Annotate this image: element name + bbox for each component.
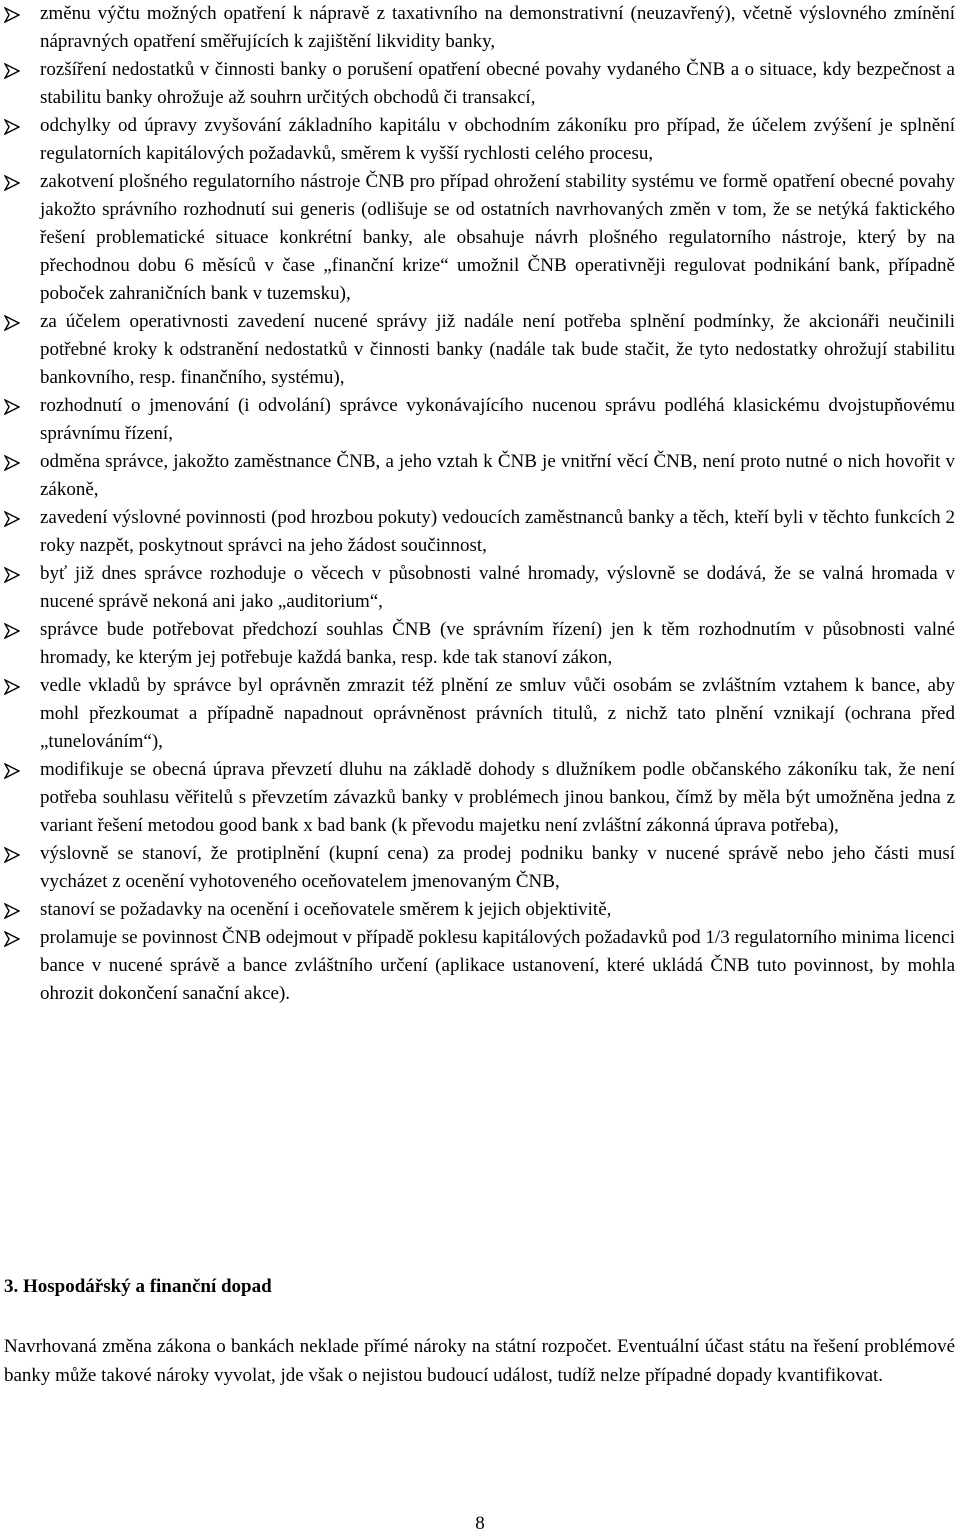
arrowhead-bullet-icon xyxy=(4,763,20,779)
list-item xyxy=(0,672,955,756)
bullet-text: odměna správce, jakožto zaměstnance ČNB, a jeho vztah k ČNB je vnitřní věcí ČNB, není proto nutné o nich hovořit v zákoně, xyxy=(40,451,955,500)
arrowhead-bullet-icon xyxy=(4,315,20,331)
arrowhead-bullet-icon xyxy=(4,847,20,863)
list-item xyxy=(0,112,955,168)
arrowhead-bullet-icon xyxy=(4,931,20,947)
arrowhead-bullet-icon xyxy=(4,511,20,527)
bullet-text: odchylky od úpravy zvyšování základního kapitálu v obchodním zákoníku pro případ, že účelem zvýšení je splnění regulatorních kapitálových požadavků, směrem k vyšší rychlosti celého procesu, xyxy=(40,115,955,164)
bullet-text: výslovně se stanoví, že protiplnění (kupní cena) za prodej podniku banky v nucené správě nebo jeho části musí vycházet z ocenění vyhotoveného oceňovatelem jmenovaným ČNB, xyxy=(40,843,955,892)
arrowhead-bullet-icon xyxy=(4,903,20,919)
bullet-text: rozhodnutí o jmenování (i odvolání) správce vykonávajícího nucenou správu podléhá klasickému dvojstupňovému správnímu řízení, xyxy=(40,395,955,444)
list-item xyxy=(0,448,955,504)
bullet-text: prolamuje se povinnost ČNB odejmout v případě poklesu kapitálových požadavků pod 1/3 regulatorního minima licenci bance v nucené správě a bance zvláštního určení (aplikace ustanovení, které ukládá ČNB tuto povinnost, by mohla ohrozit dokončení sanační akce). xyxy=(40,927,955,1004)
bullet-text: rozšíření nedostatků v činnosti banky o porušení opatření obecné povahy vydaného ČNB a o situace, kdy bezpečnost a stabilitu banky ohrožuje až souhrn určitých obchodů či transakcí, xyxy=(40,59,955,108)
list-item xyxy=(0,756,955,840)
bullet-text: modifikuje se obecná úprava převzetí dluhu na základě dohody s dlužníkem podle občanského zákoníku tak, že není potřeba souhlasu věřitelů s převzetím závazků banky v problémech jinou bankou, čímž by měla být umožněna jedna z variant řešení metodou good bank x bad bank (k převodu majetku není zvláštní zákonná úprava potřeba), xyxy=(40,759,955,836)
bullet-text: za účelem operativnosti zavedení nucené správy již nadále není potřeba splnění podmínky, že akcionáři neučinili potřebné kroky k odstranění nedostatků v činnosti banky (nadále tak bude stačit, že tyto nedostatky ohrožují stabilitu bankovního, resp. finančního, systému), xyxy=(40,311,955,388)
list-item xyxy=(0,616,955,672)
bullet-text: stanoví se požadavky na ocenění i oceňovatele směrem k jejich objektivitě, xyxy=(40,899,612,920)
section-paragraph: Navrhovaná změna zákona o bankách neklade přímé nároky na státní rozpočet. Eventuální účast státu na řešení problémové banky může takové nároky vyvolat, jde však o nejistou budoucí událost, tudíž nelze případné dopady kvantifikovat. xyxy=(4,1336,955,1386)
bullet-text: zavedení výslovné povinnosti (pod hrozbou pokuty) vedoucích zaměstnanců banky a těch, kteří byli v těchto funkcích 2 roky nazpět, poskytnout správci na jeho žádost součinnost, xyxy=(40,507,955,556)
arrowhead-bullet-icon xyxy=(4,63,20,79)
list-item xyxy=(0,0,955,56)
list-item xyxy=(0,168,955,308)
arrowhead-bullet-icon xyxy=(4,623,20,639)
list-item xyxy=(0,56,955,112)
list-item xyxy=(0,308,955,392)
arrowhead-bullet-icon xyxy=(4,7,20,23)
page-number: 8 xyxy=(475,1513,485,1534)
arrowhead-bullet-icon xyxy=(4,679,20,695)
list-item xyxy=(0,896,955,924)
arrowhead-bullet-icon xyxy=(4,399,20,415)
bullet-text: změnu výčtu možných opatření k nápravě z taxativního na demonstrativní (neuzavřený), včetně výslovného zmínění nápravných opatření směřujících k zajištění likvidity banky, xyxy=(40,3,955,52)
arrowhead-bullet-icon xyxy=(4,175,20,191)
list-item xyxy=(0,560,955,616)
list-item xyxy=(0,392,955,448)
arrowhead-bullet-icon xyxy=(4,455,20,471)
bullet-text: byť již dnes správce rozhoduje o věcech v působnosti valné hromady, výslovně se dodává, že se valná hromada v nucené správě nekoná ani jako „auditorium“, xyxy=(40,563,955,612)
list-item xyxy=(0,924,955,1008)
bullet-text: správce bude potřebovat předchozí souhlas ČNB (ve správním řízení) jen k těm rozhodnutím v působnosti valné hromady, ke kterým jej potřebuje každá banka, resp. kde tak stanoví zákon, xyxy=(40,619,955,668)
section-heading: 3. Hospodářský a finanční dopad xyxy=(4,1276,272,1297)
bullet-text: vedle vkladů by správce byl oprávněn zmrazit též plnění ze smluv vůči osobám se zvláštním vztahem k bance, aby mohl přezkoumat a případně napadnout oprávněnost právních titulů, z nichž tato plnění vznikají (ochrana před „tunelováním“), xyxy=(40,675,955,752)
arrowhead-bullet-icon xyxy=(4,567,20,583)
bullet-text: zakotvení plošného regulatorního nástroje ČNB pro případ ohrožení stability systému ve formě opatření obecné povahy jakožto správního rozhodnutí sui generis (odlišuje se od ostatních navrhovaných změn v tom, že se netýká faktického řešení problematické situace konkrétní banky, ale obsahuje návrh plošného regulatorního nástroje, který by na přechodnou dobu 6 měsíců v čase „finanční krize“ umožnil ČNB operativněji regulovat podnikání bank, případně poboček zahraničních bank v tuzemsku), xyxy=(40,171,955,304)
arrowhead-bullet-icon xyxy=(4,119,20,135)
list-item xyxy=(0,840,955,896)
list-item xyxy=(0,504,955,560)
